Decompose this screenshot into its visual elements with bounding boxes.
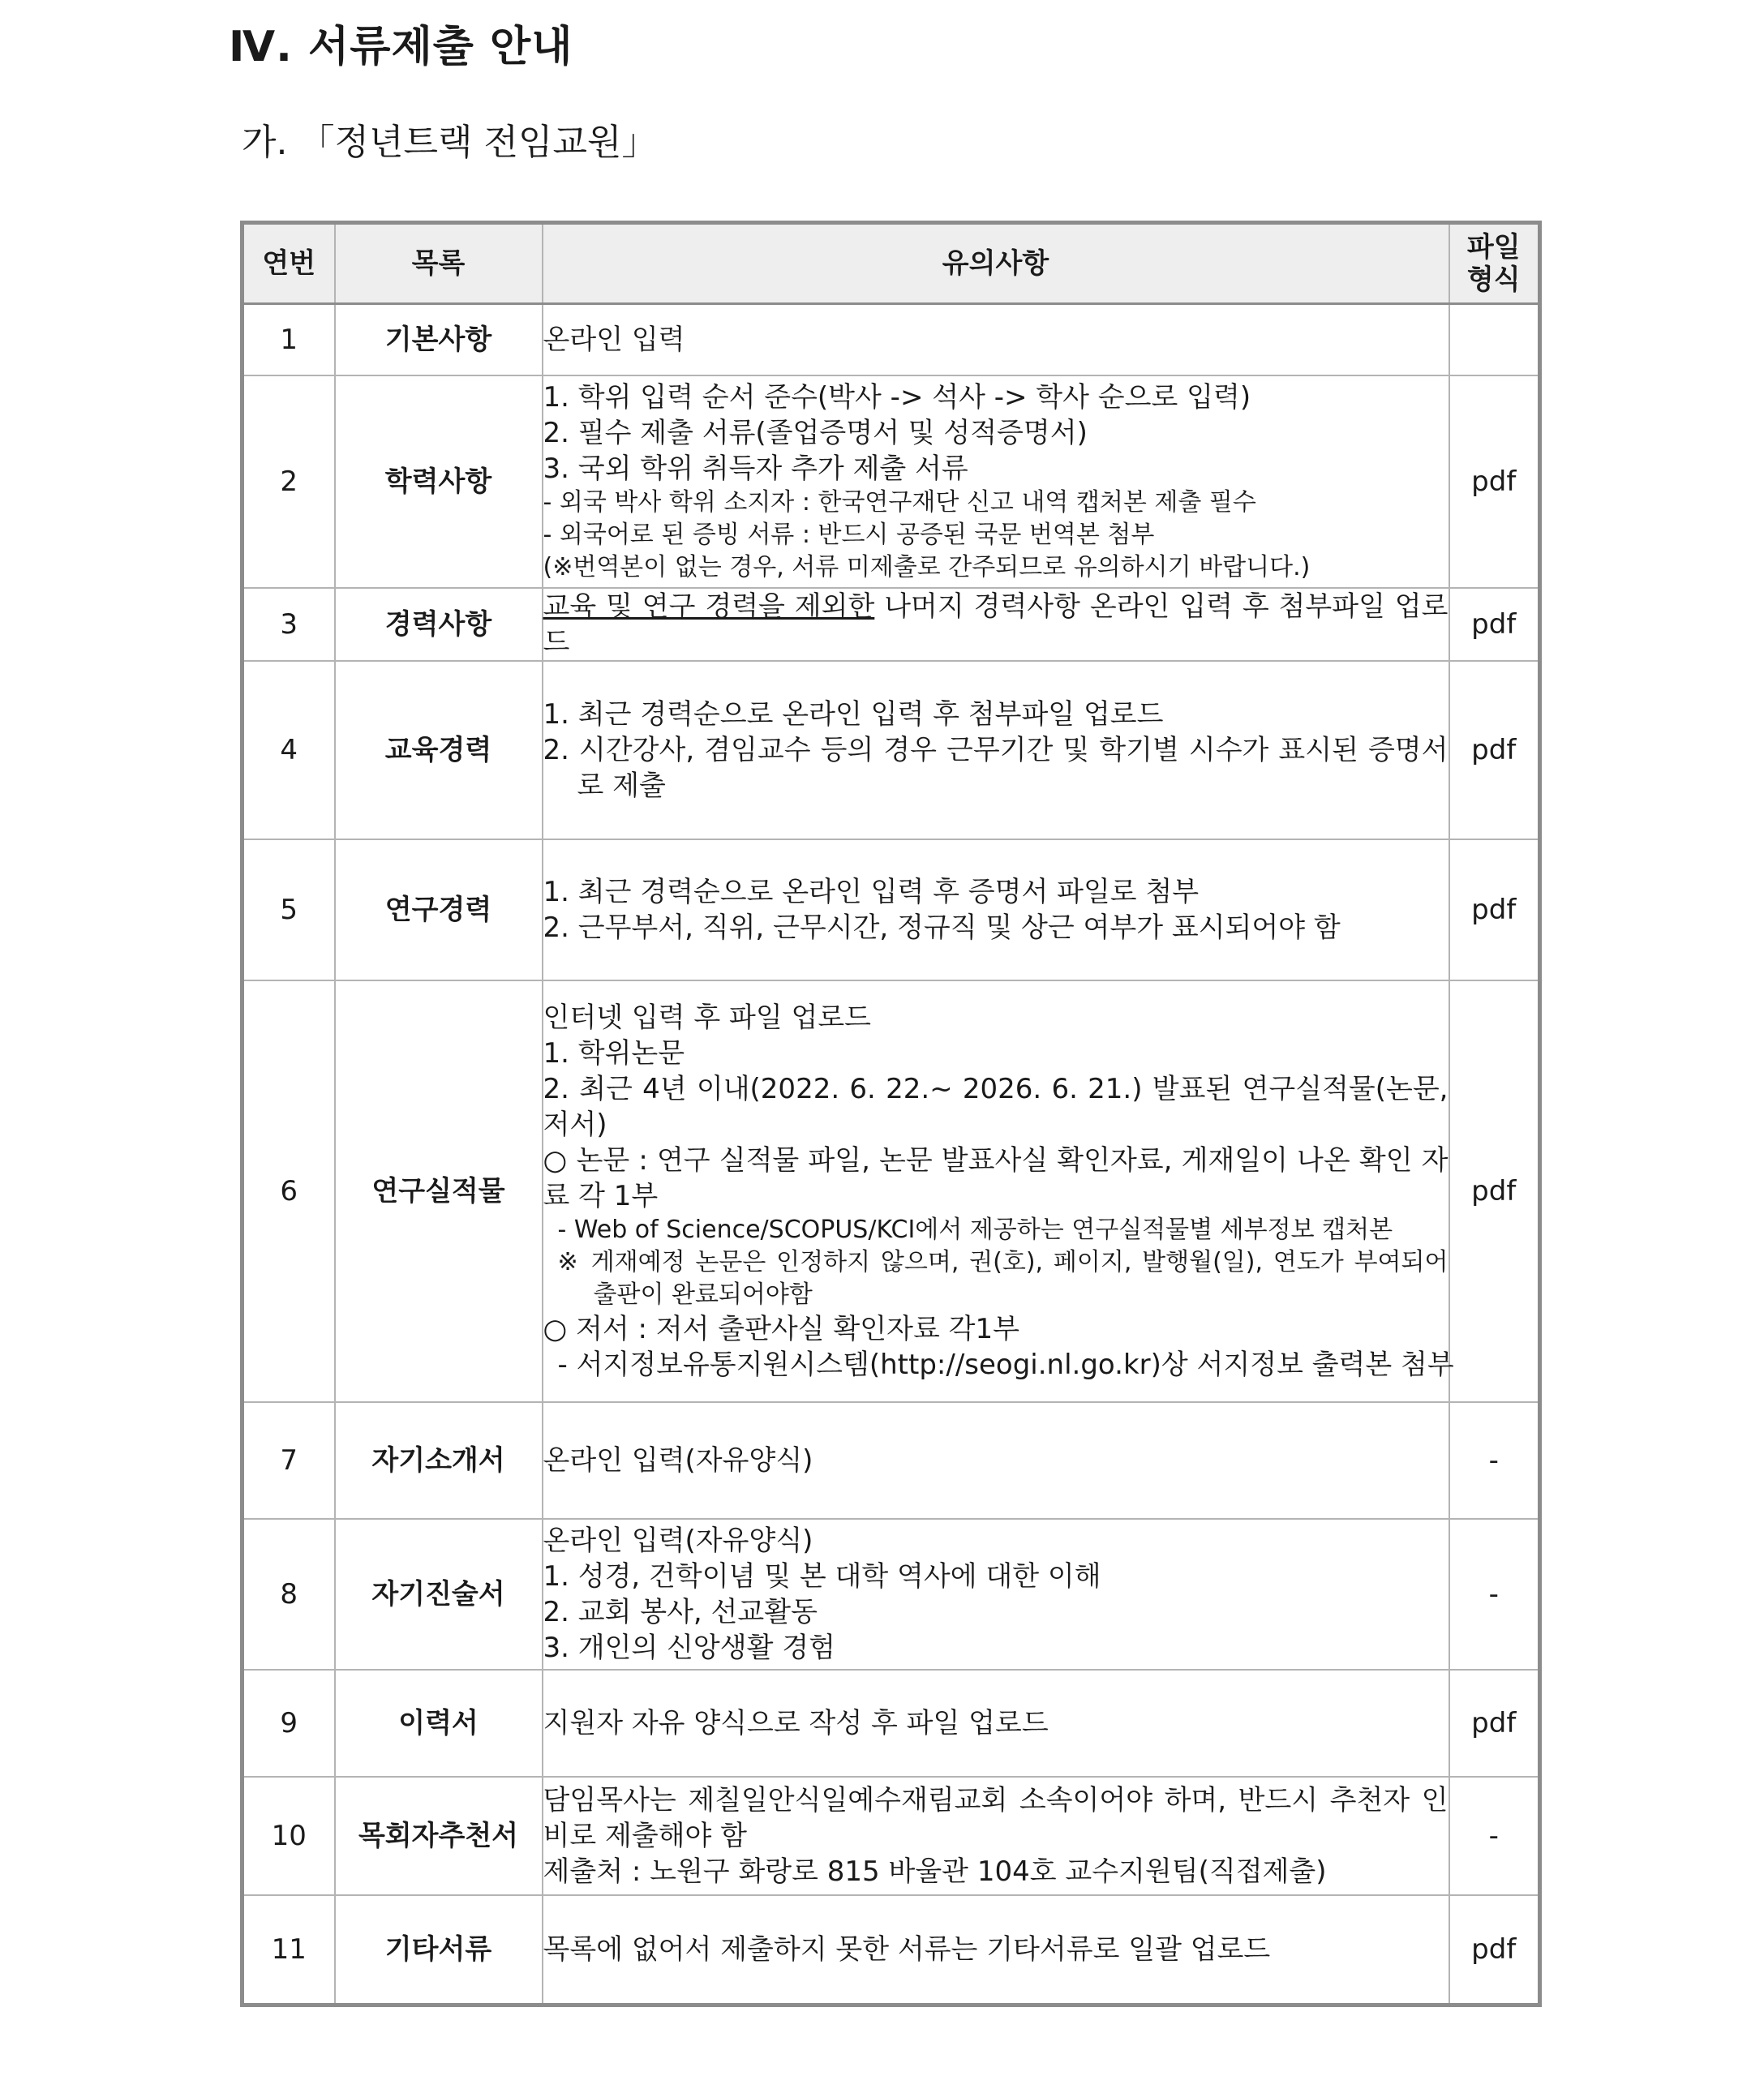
note-line: 2. 필수 제출 서류(졸업증명서 및 성적증명서) xyxy=(543,416,1088,449)
note-line: 3. 국외 학위 취득자 추가 제출 서류 xyxy=(543,452,968,485)
note-line: - 서지정보유통지원시스템(http://seogi.nl.go.kr)상 서지정보 출력본 첨부 xyxy=(557,1348,1454,1381)
row-file-format: pdf xyxy=(1449,588,1540,661)
note-line: 2. 최근 4년 이내(2022. 6. 22.~ 2026. 6. 21.) 발표된 연구실적물(논문, 저서) xyxy=(543,1072,1449,1141)
header-item: 목록 xyxy=(335,223,543,304)
row-item: 기타서류 xyxy=(335,1895,543,2005)
note-line: ○ 저서 : 저서 출판사실 확인자료 각1부 xyxy=(543,1312,1019,1345)
row-item: 자기소개서 xyxy=(335,1402,543,1519)
table-row xyxy=(242,661,1540,839)
row-number: 4 xyxy=(242,661,335,839)
document-submission-table xyxy=(240,221,1542,2007)
table-row xyxy=(242,1519,1540,1670)
note-line xyxy=(543,589,1449,660)
note-line: 2. 교회 봉사, 선교활동 xyxy=(543,1595,818,1628)
row-file-format: - xyxy=(1449,1519,1540,1670)
row-note xyxy=(543,1402,1449,1519)
note-line: - 외국 박사 학위 소지자 : 한국연구재단 신고 내역 캡처본 제출 필수 xyxy=(543,487,1256,517)
row-file-format: pdf xyxy=(1449,839,1540,980)
note-line: 지원자 자유 양식으로 작성 후 파일 업로드 xyxy=(543,1706,1049,1739)
table-header-row xyxy=(242,223,1540,304)
row-file-format xyxy=(1449,304,1540,375)
note-line: ○ 논문 : 연구 실적물 파일, 논문 발표사실 확인자료, 게재일이 나온 확인 자료 각 1부 xyxy=(543,1143,1449,1212)
note-line: 담임목사는 제칠일안식일예수재림교회 소속이어야 하며, 반드시 추천자 인비로 제출해야 함 xyxy=(543,1783,1449,1852)
row-item: 연구경력 xyxy=(335,839,543,980)
note-line: 2. 시간강사, 겸임교수 등의 경우 근무기간 및 학기별 시수가 표시된 증명서로 제출 xyxy=(543,733,1449,802)
row-file-format: pdf xyxy=(1449,661,1540,839)
note-line: 온라인 입력(자유양식) xyxy=(543,1524,813,1557)
table-row xyxy=(242,1402,1540,1519)
section-title: Ⅳ. 서류제출 안내 xyxy=(229,23,573,71)
table-row xyxy=(242,588,1540,661)
header-file-format xyxy=(1449,223,1540,304)
row-item: 목회자추천서 xyxy=(335,1777,543,1895)
sub-title: 가. 「정년트랙 전임교원」 xyxy=(242,122,658,163)
row-file-format: - xyxy=(1449,1777,1540,1895)
row-note xyxy=(543,1519,1449,1670)
row-number: 11 xyxy=(242,1895,335,2005)
table-row xyxy=(242,1670,1540,1777)
header-file-format-line2: 형식 xyxy=(1466,264,1521,296)
row-note xyxy=(543,661,1449,839)
note-line: 1. 최근 경력순으로 온라인 입력 후 증명서 파일로 첨부 xyxy=(543,875,1200,908)
note-line: (※번역본이 없는 경우, 서류 미제출로 간주되므로 유의하시기 바랍니다.) xyxy=(543,552,1311,581)
note-line: 1. 최근 경력순으로 온라인 입력 후 첨부파일 업로드 xyxy=(543,697,1164,731)
note-text: 나머지 경력사항 온라인 입력 후 첨부파일 업로드 xyxy=(543,590,1449,658)
note-line: 온라인 입력(자유양식) xyxy=(543,1443,813,1477)
note-line: 2. 근무부서, 직위, 근무시간, 정규직 및 상근 여부가 표시되어야 함 xyxy=(543,911,1341,944)
note-line: 목록에 없어서 제출하지 못한 서류는 기타서류로 일괄 업로드 xyxy=(543,1932,1271,1966)
note-line: ※ 게재예정 논문은 인정하지 않으며, 권(호), 페이지, 발행월(일), 연도가 부여되어 출판이 완료되어야함 xyxy=(557,1247,1449,1309)
note-line: 1. 학위논문 xyxy=(543,1036,685,1070)
table-row xyxy=(242,980,1540,1402)
note-line: 인터넷 입력 후 파일 업로드 xyxy=(543,1001,872,1034)
row-item: 자기진술서 xyxy=(335,1519,543,1670)
note-line: 3. 개인의 신앙생활 경험 xyxy=(543,1631,835,1664)
note-line: 온라인 입력 xyxy=(543,323,685,356)
header-note: 유의사항 xyxy=(543,223,1449,304)
table-row xyxy=(242,304,1540,375)
note-line: - 외국어로 된 증빙 서류 : 반드시 공증된 국문 번역본 첨부 xyxy=(543,520,1155,549)
row-note xyxy=(543,588,1449,661)
row-note xyxy=(543,1895,1449,2005)
row-item: 연구실적물 xyxy=(335,980,543,1402)
note-line: - Web of Science/SCOPUS/KCI에서 제공하는 연구실적물별 세부정보 캡처본 xyxy=(557,1215,1393,1244)
row-file-format: pdf xyxy=(1449,1670,1540,1777)
row-file-format: - xyxy=(1449,1402,1540,1519)
table-row xyxy=(242,839,1540,980)
row-item: 학력사항 xyxy=(335,375,543,588)
row-number: 1 xyxy=(242,304,335,375)
row-number: 9 xyxy=(242,1670,335,1777)
table-row xyxy=(242,1895,1540,2005)
row-note xyxy=(543,839,1449,980)
row-note xyxy=(543,375,1449,588)
row-number: 8 xyxy=(242,1519,335,1670)
row-item: 교육경력 xyxy=(335,661,543,839)
note-line: 제출처 : 노원구 화랑로 815 바울관 104호 교수지원팀(직접제출) xyxy=(543,1855,1327,1888)
row-number: 10 xyxy=(242,1777,335,1895)
row-number: 2 xyxy=(242,375,335,588)
row-note xyxy=(543,980,1454,1402)
row-note xyxy=(543,1670,1449,1777)
row-number: 5 xyxy=(242,839,335,980)
header-file-format-line1: 파일 xyxy=(1466,231,1521,264)
row-number: 7 xyxy=(242,1402,335,1519)
table-row xyxy=(242,375,1540,588)
header-no: 연번 xyxy=(242,223,335,304)
row-file-format: pdf xyxy=(1449,1895,1540,2005)
row-item: 경력사항 xyxy=(335,588,543,661)
row-number: 3 xyxy=(242,588,335,661)
row-note xyxy=(543,1777,1449,1895)
row-item: 기본사항 xyxy=(335,304,543,375)
row-file-format: pdf xyxy=(1449,375,1540,588)
row-number: 6 xyxy=(242,980,335,1402)
note-underlined-text: 교육 및 연구 경력을 제외한 xyxy=(543,590,875,623)
row-note xyxy=(543,304,1449,375)
note-line: 1. 성경, 건학이념 및 본 대학 역사에 대한 이해 xyxy=(543,1559,1101,1593)
row-item: 이력서 xyxy=(335,1670,543,1777)
row-file-format: pdf xyxy=(1449,980,1540,1402)
table-row xyxy=(242,1777,1540,1895)
note-line: 1. 학위 입력 순서 준수(박사 -> 석사 -> 학사 순으로 입력) xyxy=(543,380,1251,414)
